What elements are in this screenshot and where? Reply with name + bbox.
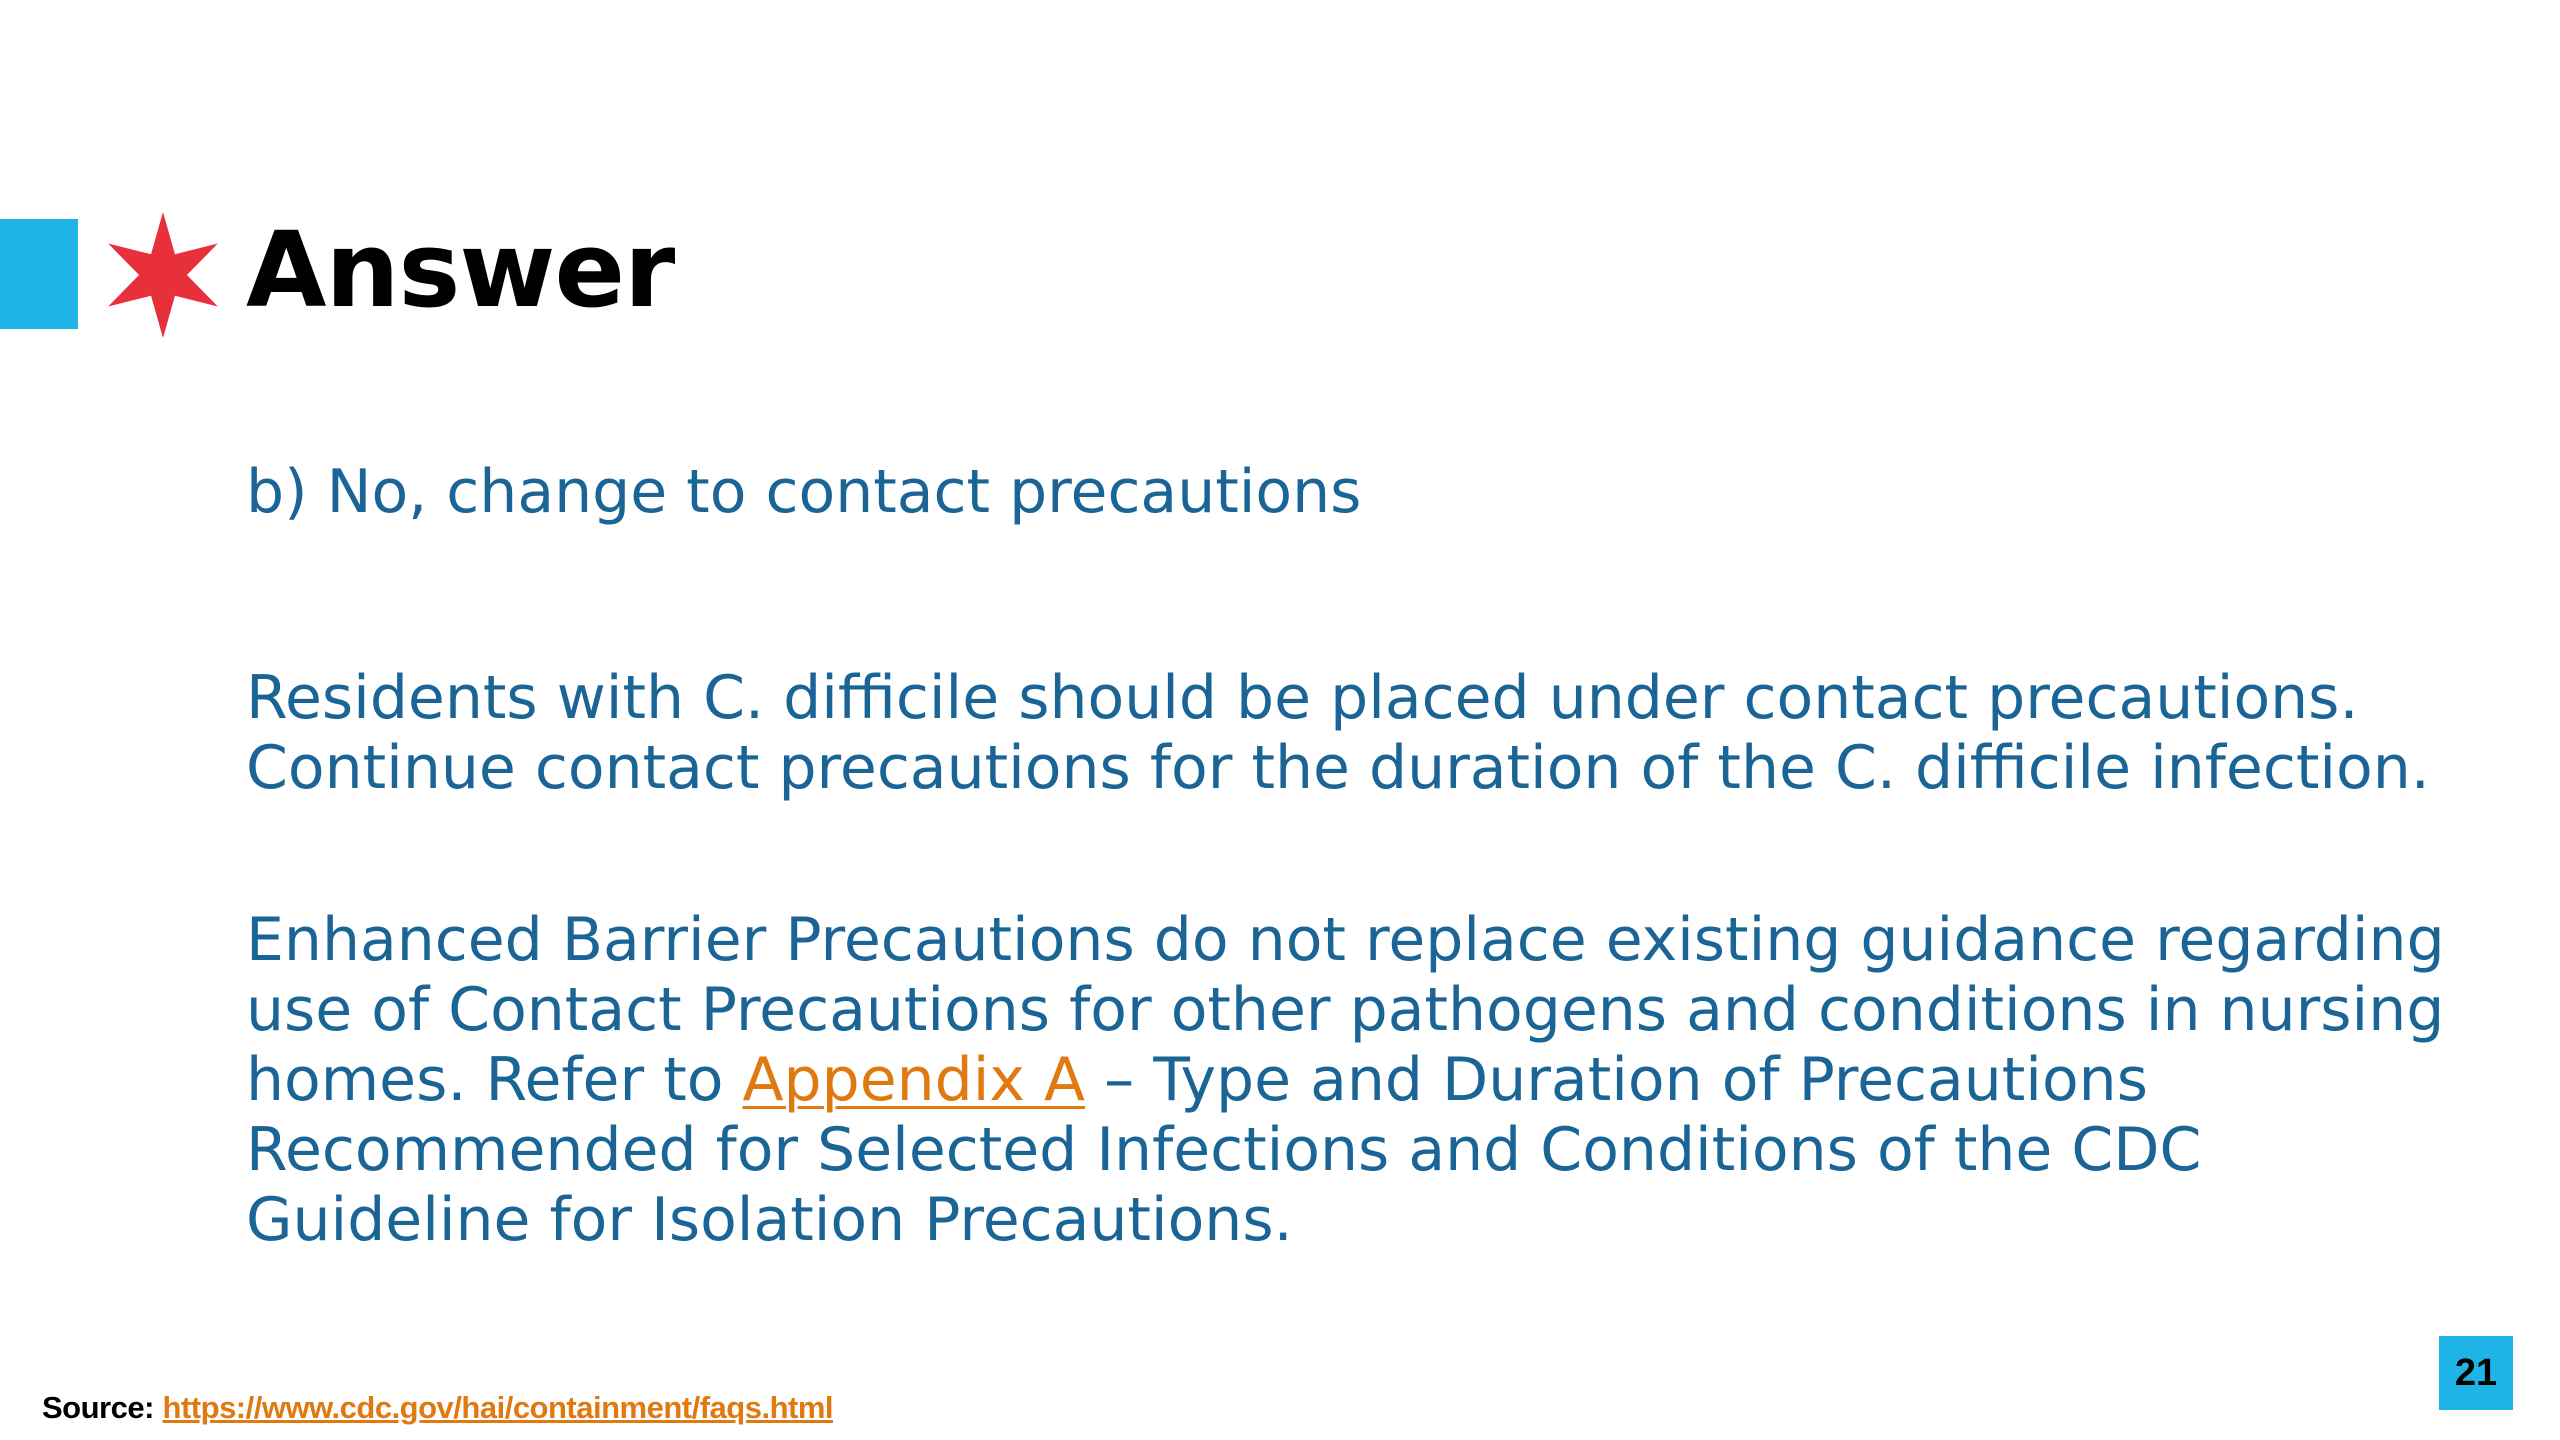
slide-title: Answer [246, 209, 675, 331]
page-number-badge: 21 [2439, 1336, 2513, 1410]
accent-bar [0, 219, 78, 329]
chicago-star-icon [100, 205, 226, 345]
answer-text: b) No, change to contact precautions [246, 457, 1362, 527]
appendix-a-link[interactable]: Appendix A [742, 1045, 1086, 1115]
explanation-paragraph: Residents with C. difficile should be placed under contact precautions. Continue contact precautions for the duration of the C. difficile infection. [246, 663, 2430, 803]
guidance-text-end: – Type and Duration of Precautions Recommended for Selected Infections and Conditions of the CDC Guideline for Isolation Precautions. [246, 1045, 2202, 1255]
guidance-text-start: Enhanced Barrier Precautions do not replace existing guidance regarding use of Contact Precautions for other pathogens and conditions in nursing homes. Refer to [246, 905, 2445, 1115]
source-label: Source: [42, 1390, 154, 1425]
source-link[interactable]: https://www.cdc.gov/hai/containment/faqs.html [162, 1390, 834, 1425]
guidance-paragraph [246, 905, 2486, 1255]
source-footer [42, 1390, 833, 1426]
